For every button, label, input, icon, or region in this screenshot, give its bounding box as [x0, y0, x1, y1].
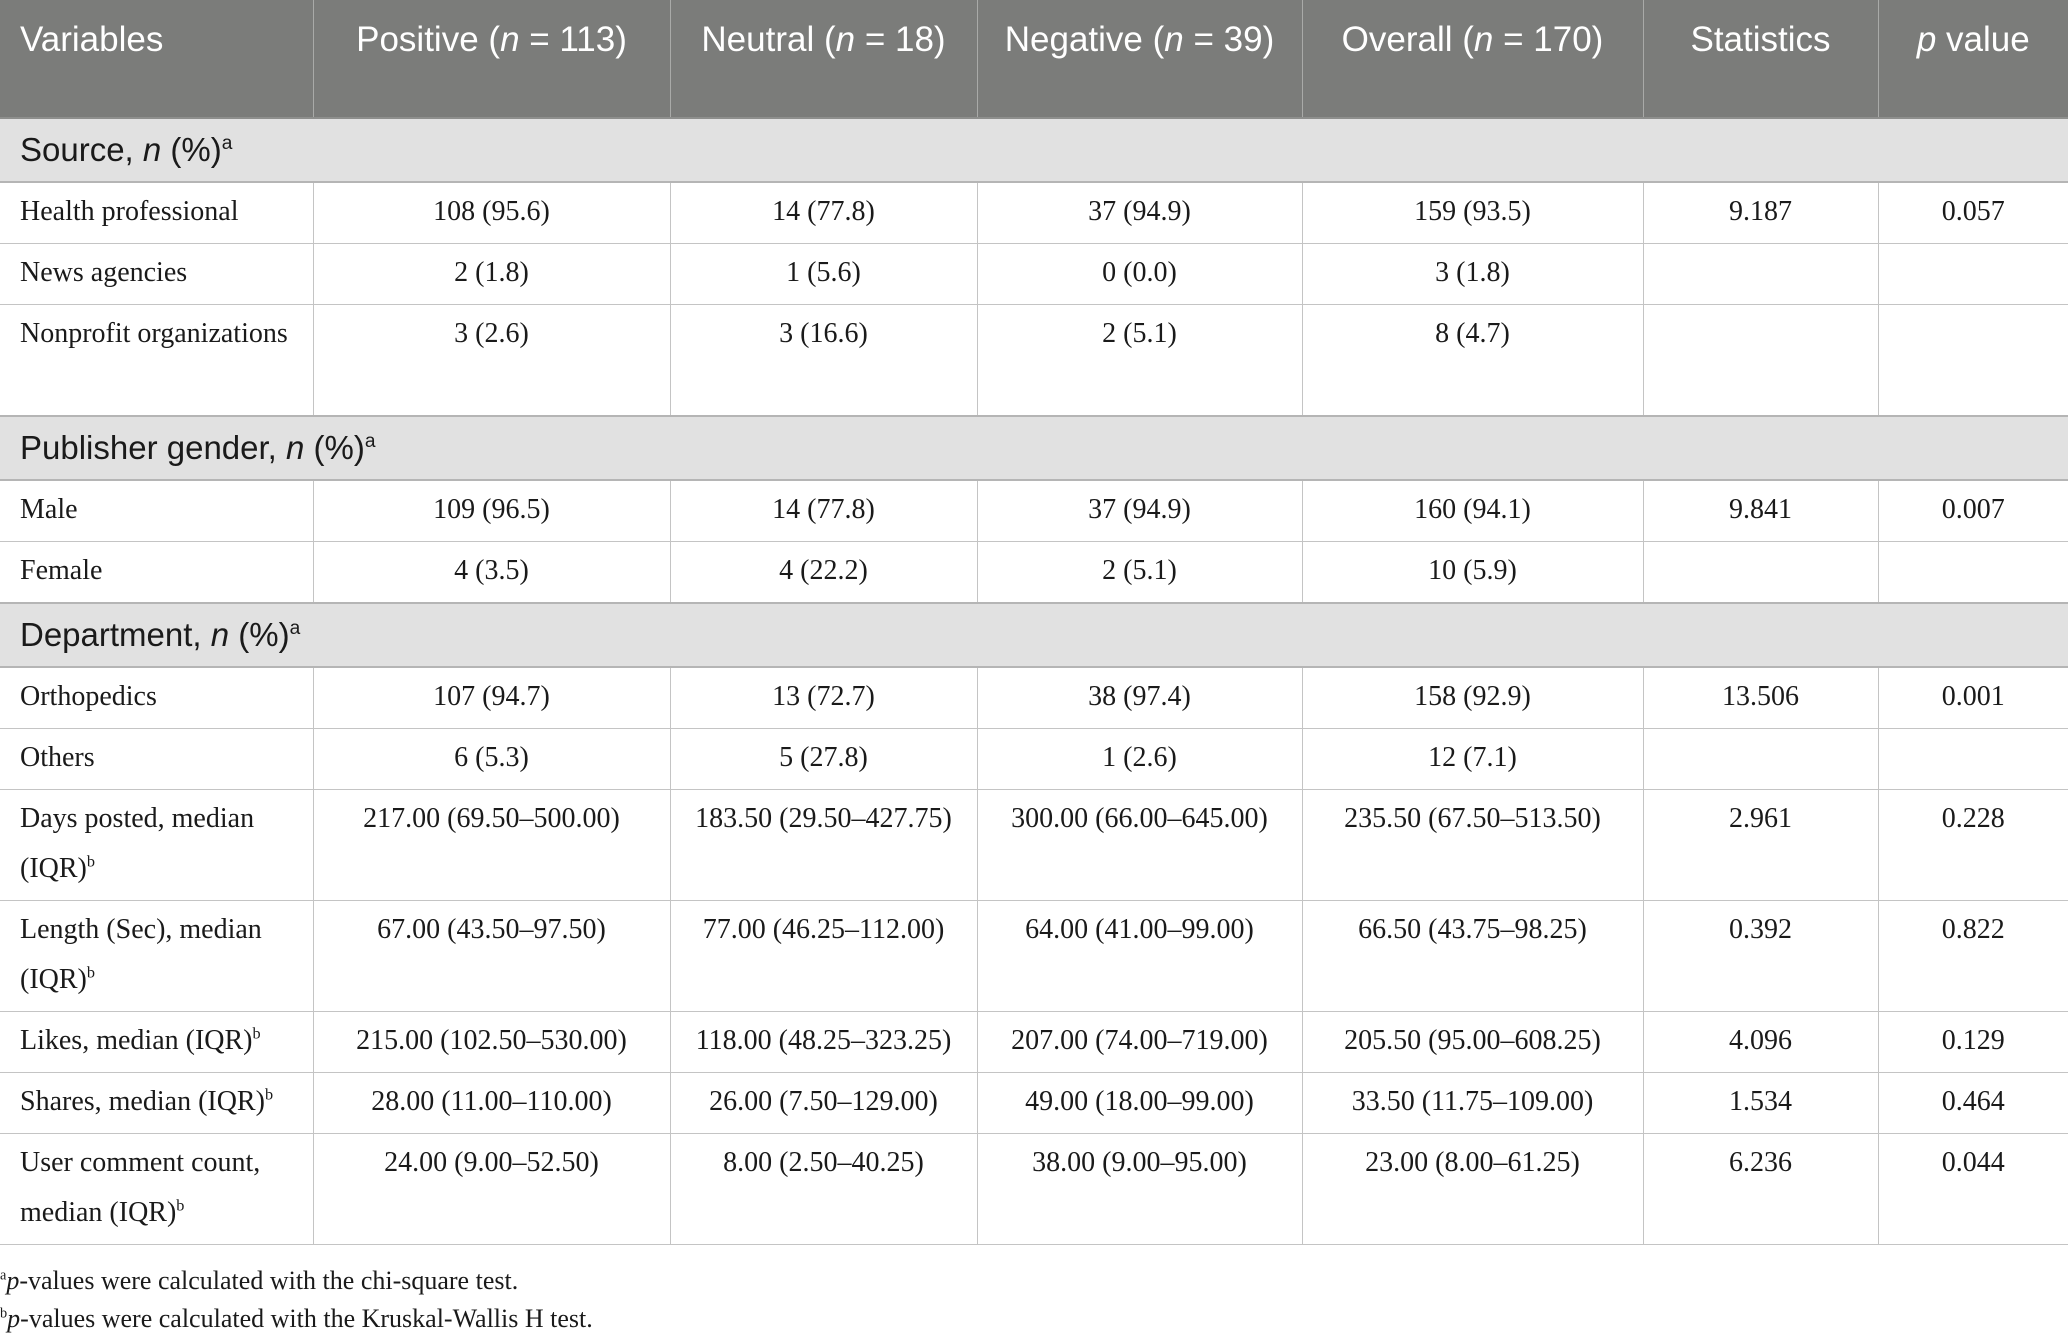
variable-cell: Likes, median (IQR)$^b$ [0, 1011, 313, 1072]
header-neutral: Neutral (n = 18) [670, 0, 977, 118]
statistics-cell: 0.392 [1643, 900, 1878, 1011]
section-title: Source, n (%)$^a$ [0, 118, 2068, 182]
header-positive: Positive (n = 113) [313, 0, 670, 118]
overall-cell: 3 (1.8) [1302, 244, 1643, 305]
variable-cell: Female [0, 541, 313, 603]
statistics-cell [1643, 541, 1878, 603]
neutral-cell: 26.00 (7.50–129.00) [670, 1072, 977, 1133]
section-header-row [0, 416, 2068, 480]
positive-cell: 107 (94.7) [313, 667, 670, 729]
neutral-cell: 118.00 (48.25–323.25) [670, 1011, 977, 1072]
overall-cell: 160 (94.1) [1302, 480, 1643, 542]
neutral-cell: 14 (77.8) [670, 480, 977, 542]
positive-cell: 3 (2.6) [313, 305, 670, 416]
p-value-cell [1878, 728, 2068, 789]
section-header-row [0, 603, 2068, 667]
variable-cell: Others [0, 728, 313, 789]
statistics-cell: 6.236 [1643, 1133, 1878, 1244]
table-row [0, 900, 2068, 1011]
section-title: Publisher gender, n (%)$^a$ [0, 416, 2068, 480]
table-row [0, 667, 2068, 729]
variable-cell: Nonprofit organizations [0, 305, 313, 416]
statistics-cell [1643, 305, 1878, 416]
variable-cell: News agencies [0, 244, 313, 305]
variable-cell: Length (Sec), median (IQR)$^b$ [0, 900, 313, 1011]
p-value-cell: 0.057 [1878, 182, 2068, 244]
negative-cell: 2 (5.1) [977, 541, 1302, 603]
p-value-cell: 0.044 [1878, 1133, 2068, 1244]
negative-cell: 38.00 (9.00–95.00) [977, 1133, 1302, 1244]
neutral-cell: 5 (27.8) [670, 728, 977, 789]
positive-cell: 24.00 (9.00–52.50) [313, 1133, 670, 1244]
section-title: Department, n (%)$^a$ [0, 603, 2068, 667]
positive-cell: 6 (5.3) [313, 728, 670, 789]
variable-cell: Shares, median (IQR)$^b$ [0, 1072, 313, 1133]
p-value-cell: 0.001 [1878, 667, 2068, 729]
header-variables: Variables [0, 0, 313, 118]
positive-cell: 217.00 (69.50–500.00) [313, 789, 670, 900]
positive-cell: 67.00 (43.50–97.50) [313, 900, 670, 1011]
negative-cell: 37 (94.9) [977, 480, 1302, 542]
table-row [0, 1011, 2068, 1072]
statistics-cell [1643, 244, 1878, 305]
header-overall: Overall (n = 170) [1302, 0, 1643, 118]
positive-cell: 109 (96.5) [313, 480, 670, 542]
footnote: $^b$p-values were calculated with the Kruskal-Wallis H test. [0, 1304, 593, 1333]
table-row [0, 305, 2068, 416]
overall-cell: 23.00 (8.00–61.25) [1302, 1133, 1643, 1244]
negative-cell: 2 (5.1) [977, 305, 1302, 416]
overall-cell: 66.50 (43.75–98.25) [1302, 900, 1643, 1011]
p-value-cell [1878, 305, 2068, 416]
variable-cell: Health professional [0, 182, 313, 244]
statistics-cell: 4.096 [1643, 1011, 1878, 1072]
negative-cell: 0 (0.0) [977, 244, 1302, 305]
statistics-cell: 9.841 [1643, 480, 1878, 542]
neutral-cell: 8.00 (2.50–40.25) [670, 1133, 977, 1244]
variable-cell: Days posted, median (IQR)$^b$ [0, 789, 313, 900]
neutral-cell: 3 (16.6) [670, 305, 977, 416]
variable-cell: Orthopedics [0, 667, 313, 729]
p-value-cell: 0.464 [1878, 1072, 2068, 1133]
header-negative: Negative (n = 39) [977, 0, 1302, 118]
overall-cell: 158 (92.9) [1302, 667, 1643, 729]
neutral-cell: 1 (5.6) [670, 244, 977, 305]
negative-cell: 1 (2.6) [977, 728, 1302, 789]
statistics-cell: 1.534 [1643, 1072, 1878, 1133]
table-row [0, 789, 2068, 900]
section-header-row [0, 118, 2068, 182]
table-row [0, 182, 2068, 244]
variable-cell: Male [0, 480, 313, 542]
table-row [0, 728, 2068, 789]
p-value-cell: 0.129 [1878, 1011, 2068, 1072]
table-row [0, 1072, 2068, 1133]
positive-cell: 2 (1.8) [313, 244, 670, 305]
neutral-cell: 14 (77.8) [670, 182, 977, 244]
positive-cell: 215.00 (102.50–530.00) [313, 1011, 670, 1072]
statistics-cell: 2.961 [1643, 789, 1878, 900]
negative-cell: 49.00 (18.00–99.00) [977, 1072, 1302, 1133]
overall-cell: 33.50 (11.75–109.00) [1302, 1072, 1643, 1133]
table-row [0, 480, 2068, 542]
negative-cell: 37 (94.9) [977, 182, 1302, 244]
positive-cell: 4 (3.5) [313, 541, 670, 603]
table-row [0, 1133, 2068, 1244]
table-footnotes [0, 1262, 593, 1338]
statistics-cell [1643, 728, 1878, 789]
p-value-cell [1878, 244, 2068, 305]
negative-cell: 64.00 (41.00–99.00) [977, 900, 1302, 1011]
neutral-cell: 13 (72.7) [670, 667, 977, 729]
positive-cell: 28.00 (11.00–110.00) [313, 1072, 670, 1133]
neutral-cell: 183.50 (29.50–427.75) [670, 789, 977, 900]
positive-cell: 108 (95.6) [313, 182, 670, 244]
p-value-cell: 0.007 [1878, 480, 2068, 542]
table-header [0, 0, 2068, 118]
overall-cell: 235.50 (67.50–513.50) [1302, 789, 1643, 900]
overall-cell: 205.50 (95.00–608.25) [1302, 1011, 1643, 1072]
overall-cell: 10 (5.9) [1302, 541, 1643, 603]
statistics-cell: 13.506 [1643, 667, 1878, 729]
variable-cell: User comment count, median (IQR)$^b$ [0, 1133, 313, 1244]
header-p-value: p value [1878, 0, 2068, 118]
overall-cell: 159 (93.5) [1302, 182, 1643, 244]
negative-cell: 207.00 (74.00–719.00) [977, 1011, 1302, 1072]
neutral-cell: 4 (22.2) [670, 541, 977, 603]
negative-cell: 38 (97.4) [977, 667, 1302, 729]
footnote: $^a$p-values were calculated with the chi-square test. [0, 1266, 519, 1295]
table-body [0, 118, 2068, 1244]
statistics-cell: 9.187 [1643, 182, 1878, 244]
table-row [0, 244, 2068, 305]
table-row [0, 541, 2068, 603]
p-value-cell [1878, 541, 2068, 603]
p-value-cell: 0.822 [1878, 900, 2068, 1011]
overall-cell: 12 (7.1) [1302, 728, 1643, 789]
negative-cell: 300.00 (66.00–645.00) [977, 789, 1302, 900]
p-value-cell: 0.228 [1878, 789, 2068, 900]
overall-cell: 8 (4.7) [1302, 305, 1643, 416]
header-statistics: Statistics [1643, 0, 1878, 118]
neutral-cell: 77.00 (46.25–112.00) [670, 900, 977, 1011]
